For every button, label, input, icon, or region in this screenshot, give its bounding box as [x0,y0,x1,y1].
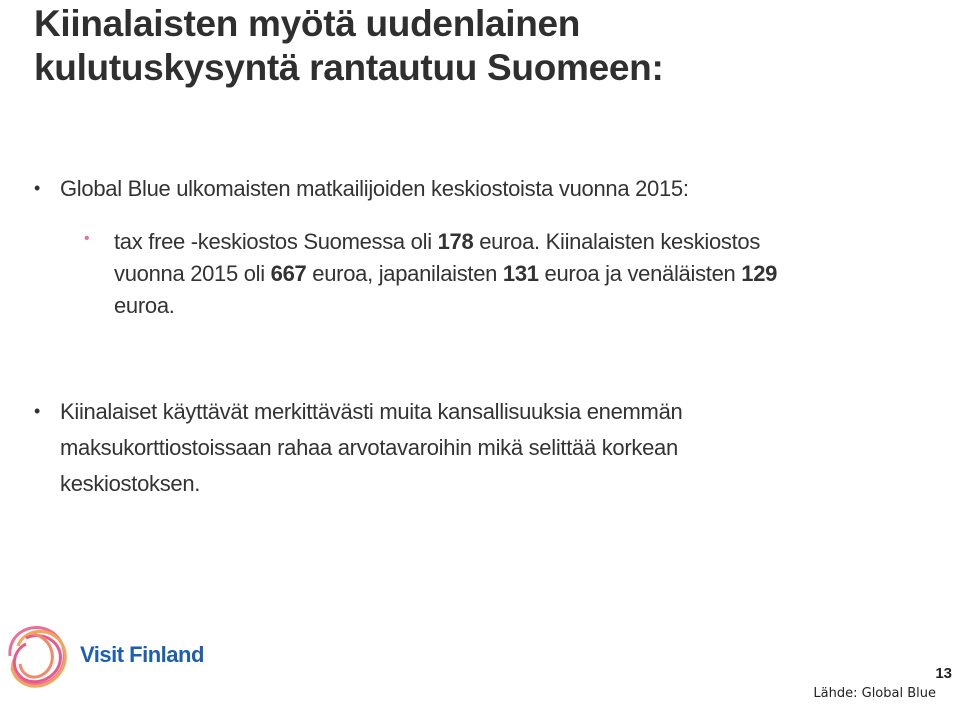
text-segment: euroa. Kiinalaisten keskiostos [473,229,761,254]
bullet-2-line-3: euroa. [114,293,175,318]
bullet-2-text [114,226,904,322]
bullet-marker: • [34,401,41,421]
text-segment: euroa ja venäläisten [538,261,742,286]
bullet-2-line-2 [114,258,904,290]
logo-wordmark: Visit Finland [80,642,204,667]
bullet-2-line-1 [114,226,904,258]
text-segment: euroa, japanilaisten [306,261,503,286]
amount-value: 667 [270,261,307,286]
bullet-3-line-2: maksukorttiostoissaan rahaa arvotavaroihin mikä selittää korkean [60,435,678,460]
bullet-3-line-1: Kiinalaiset käyttävät merkittävästi muita kansallisuuksia enemmän [60,399,683,424]
bullet-1-text: Global Blue ulkomaisten matkailijoiden keskiostoista vuonna 2015: [60,176,689,201]
title-line-2: kulutuskysyntä rantautuu Suomeen: [34,47,664,88]
text-segment: vuonna 2015 oli [114,261,271,286]
bullet-3-text [60,394,860,502]
bullet-marker: • [34,178,41,198]
amount-value: 131 [502,261,539,286]
title-line-1: Kiinalaisten myötä uudenlainen [34,3,581,44]
amount-value: 178 [437,229,474,254]
page-title [34,2,934,90]
text-segment: tax free -keskiostos Suomessa oli [114,229,438,254]
bullet-3-line-3: keskiostoksen. [60,471,201,496]
amount-value: 129 [741,261,778,286]
sub-bullet-marker: • [84,230,90,247]
page-number: 13 [935,665,952,682]
source-note: Lähde: Global Blue [813,686,936,701]
